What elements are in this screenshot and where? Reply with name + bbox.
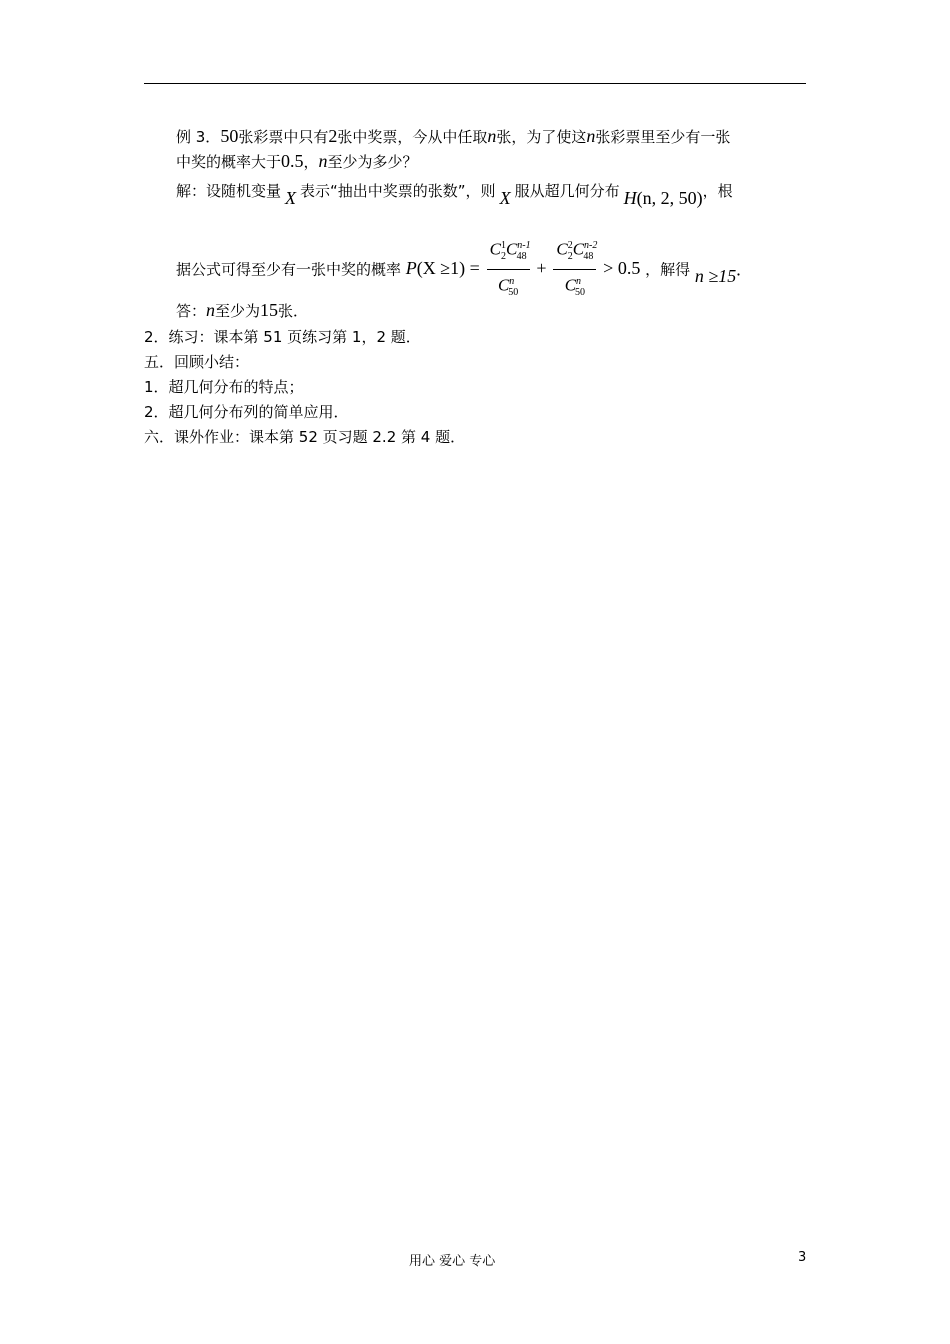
text: . xyxy=(736,259,741,280)
text: 服从超几何分布 xyxy=(514,182,620,200)
probability-formula xyxy=(405,239,645,299)
answer-line xyxy=(176,300,308,321)
math-P-args: (X ≥1) = xyxy=(416,258,480,279)
math-gt: > 0.5 xyxy=(603,258,641,279)
header-rule xyxy=(144,83,806,84)
homework-line: 六．课外作业：课本第 52 页习题 2.2 第 4 题． xyxy=(144,428,466,446)
text: 至少为 xyxy=(215,302,261,320)
math-2: 2 xyxy=(328,126,338,146)
page-number: 3 xyxy=(798,1250,807,1265)
math-n: n xyxy=(318,151,328,171)
math-half: 0.5 xyxy=(281,151,304,171)
solution-line-1 xyxy=(176,180,733,208)
text: 张彩票中只有 xyxy=(238,128,329,146)
example-label: 例 3． xyxy=(176,128,221,146)
math-result: n ≥15 xyxy=(694,265,737,286)
math-15: 15 xyxy=(260,300,279,320)
review-item-2: 2．超几何分布列的简单应用． xyxy=(144,403,349,421)
math-H: H xyxy=(623,188,637,208)
solution-line-2 xyxy=(176,236,741,303)
text: 至少为多少？ xyxy=(327,153,418,171)
math-n: n xyxy=(206,300,216,320)
text: 答： xyxy=(176,302,207,320)
text: 表示“抽出中奖票的张数”，则 xyxy=(300,182,496,200)
fraction-1: $\frac{C^1_2C^{n-1}_{48}}{C^n_{50}}$ xyxy=(487,236,530,303)
math-X: X xyxy=(499,188,511,208)
text: 张． xyxy=(278,302,309,320)
review-item-1: 1．超几何分布的特点； xyxy=(144,378,304,396)
text: 据公式可得至少有一张中奖的概率 xyxy=(176,260,402,279)
math-50: 50 xyxy=(220,126,239,146)
math-plus: + xyxy=(536,258,547,279)
text: ，根 xyxy=(702,182,733,200)
math-n: n xyxy=(487,126,497,146)
text: ，解得 xyxy=(645,260,691,279)
text: 张，为了使这 xyxy=(496,128,587,146)
text: 张彩票里至少有一张 xyxy=(595,128,731,146)
example-line-2 xyxy=(176,151,418,172)
footer-motto: 用心 爱心 专心 xyxy=(409,1254,496,1269)
math-n: n xyxy=(586,126,596,146)
fraction-2: $\frac{C^2_2C^{n-2}_{48}}{C^n_{50}}$ xyxy=(553,236,596,303)
practice-line: 2．练习：课本第 51 页练习第 1，2 题． xyxy=(144,328,421,346)
review-heading: 五．回顾小结： xyxy=(144,353,250,371)
example-line-1 xyxy=(176,126,730,147)
text: 解：设随机变量 xyxy=(176,182,282,200)
text: ， xyxy=(303,153,319,171)
math-X: X xyxy=(285,188,297,208)
text: 张中奖票，今从中任取 xyxy=(337,128,488,146)
text: 中奖的概率大于 xyxy=(176,153,282,171)
math-P: P xyxy=(405,258,417,279)
math-H-args: (n, 2, 50) xyxy=(636,188,703,208)
